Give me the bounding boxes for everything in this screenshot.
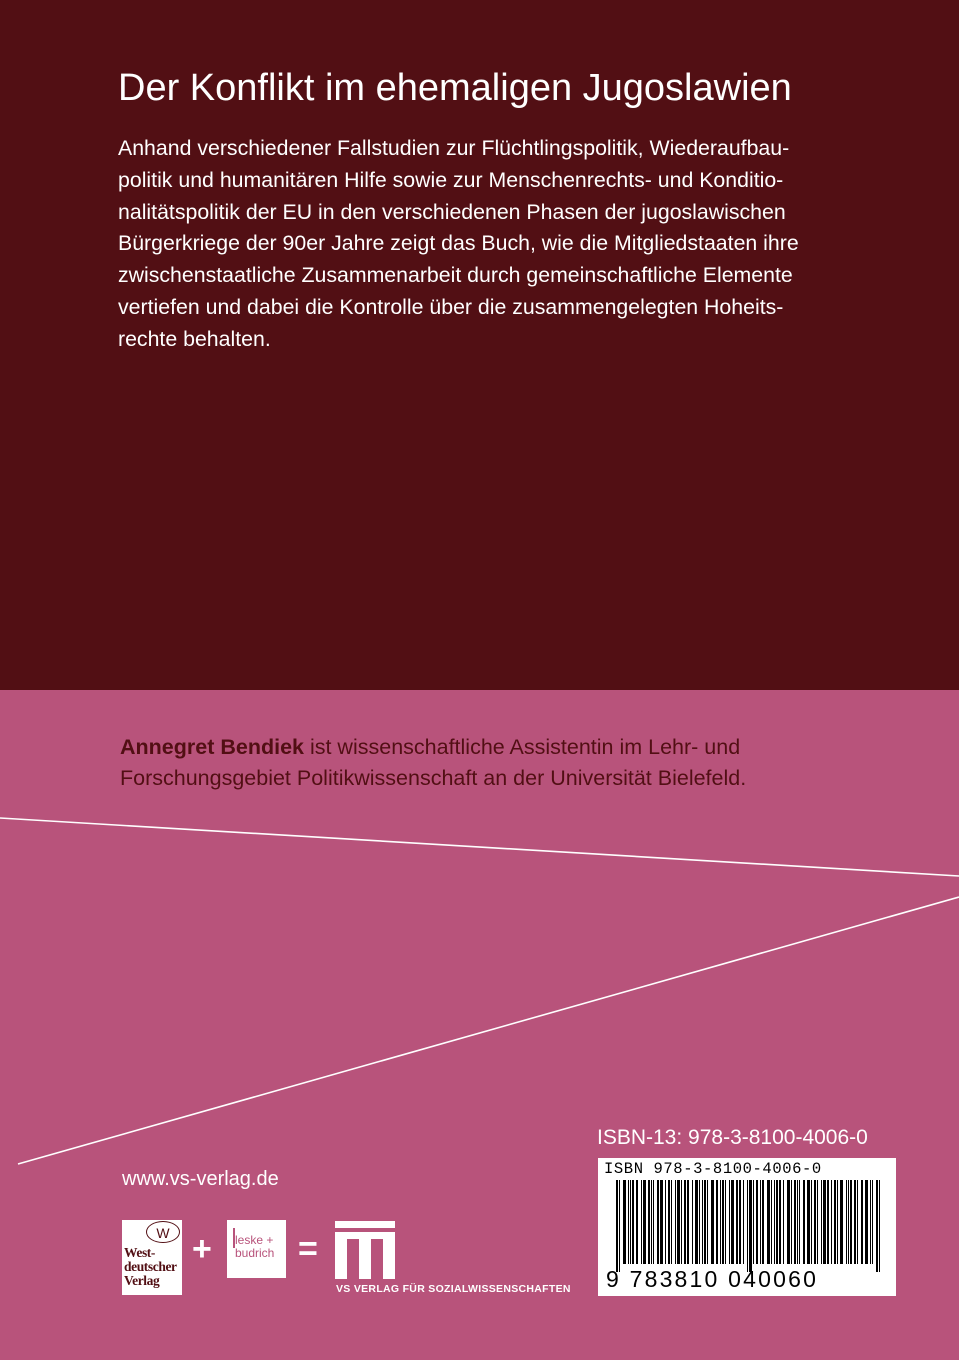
barcode-bar [811, 1180, 812, 1264]
barcode-bar [651, 1180, 652, 1264]
barcode-bar [803, 1180, 805, 1264]
barcode-bar [699, 1180, 700, 1264]
barcode-bar [648, 1180, 650, 1264]
barcode-bar [681, 1180, 682, 1264]
barcode-bar [653, 1180, 654, 1264]
blurb-line: zwischenstaatliche Zusammenarbeit durch gemeinschaftliche Elemente [118, 263, 793, 288]
barcode-bar [716, 1180, 718, 1264]
barcode-bar [814, 1180, 816, 1264]
barcode-bar [817, 1180, 818, 1264]
author-name: Annegret Bendiek [120, 735, 304, 759]
barcode-bar [846, 1180, 847, 1264]
blurb-line: Bürgerkriege der 90er Jahre zeigt das Buch, wie die Mitgliedstaaten ihre [118, 231, 799, 256]
author-bio-line: Forschungsgebiet Politikwissenschaft an der Universität Bielefeld. [120, 766, 747, 790]
barcode-bar [827, 1180, 829, 1264]
barcode-bar [692, 1180, 693, 1264]
barcode-bar [731, 1180, 734, 1264]
blurb-line: politik und humanitären Hilfe sowie zur Menschenrechts- und Konditio- [118, 167, 784, 192]
barcode-bar [749, 1180, 752, 1272]
barcode-bar [857, 1180, 858, 1264]
barcode-bar [725, 1180, 726, 1264]
barcode-bar [720, 1180, 721, 1264]
barcode-bar [704, 1180, 706, 1264]
barcode-bar [840, 1180, 843, 1264]
barcode-bar [870, 1180, 871, 1264]
barcode-bar [743, 1180, 744, 1264]
barcode-bar [834, 1180, 836, 1264]
barcode-bar [747, 1180, 748, 1272]
barcode-bar [753, 1180, 754, 1264]
westdeutscher-verlag-text: West- deutscher Verlag [124, 1245, 177, 1288]
barcode-bar [861, 1180, 863, 1264]
barcode-bar [739, 1180, 741, 1264]
plus-sign: + [192, 1230, 212, 1268]
barcode-bar [879, 1180, 880, 1272]
barcode-bar [623, 1180, 626, 1264]
barcode-bar [660, 1180, 663, 1264]
blurb-line: Anhand verschiedener Fallstudien zur Flüchtlingspolitik, Wiederaufbau- [118, 136, 790, 160]
barcode-bar [854, 1180, 856, 1264]
vs-verlag-text: VS VERLAG FÜR SOZIALWISSENSCHAFTEN [336, 1283, 571, 1295]
blurb-line: vertiefen und dabei die Kontrolle über die zusammengelegten Hoheits- [118, 294, 784, 319]
barcode-bar [807, 1180, 810, 1264]
barcode-bar [821, 1180, 822, 1264]
barcode-bar [799, 1180, 800, 1264]
barcode-bar [837, 1180, 838, 1264]
leske-budrich-text: leske + budrich [235, 1233, 275, 1260]
blurb-line: rechte behalten. [118, 326, 271, 351]
barcode-bar [771, 1180, 772, 1264]
barcode-bar [677, 1180, 680, 1264]
barcode [598, 1158, 896, 1296]
barcode-bar [865, 1180, 868, 1264]
barcode-bar [636, 1180, 638, 1264]
barcode-bar [783, 1180, 784, 1264]
publisher-website: www.vs-verlag.de [122, 1168, 279, 1190]
barcode-bar [630, 1180, 631, 1264]
barcode-bar [702, 1180, 703, 1264]
barcode-bar [643, 1180, 646, 1264]
barcode-bar [671, 1180, 672, 1264]
barcode-bar [848, 1180, 849, 1264]
barcode-bar [767, 1180, 770, 1264]
barcode-bar [872, 1180, 873, 1264]
barcode-bar [794, 1180, 796, 1264]
barcode-bar [641, 1180, 642, 1264]
barcode-bar [823, 1180, 826, 1264]
book-title: Der Konflikt im ehemaligen Jugoslawien [118, 67, 792, 109]
barcode-bar [619, 1180, 620, 1272]
barcode-bar [668, 1180, 670, 1264]
barcode-bar [760, 1180, 761, 1264]
barcode-bar [684, 1180, 686, 1264]
author-bio-rest: ist wissenschaftliche Assistentin im Lehr- und [303, 735, 741, 759]
barcode-bar [722, 1180, 724, 1264]
barcode-bar [729, 1180, 730, 1264]
barcode-bar [687, 1180, 689, 1264]
barcode-bar [831, 1180, 832, 1264]
barcode-bar [736, 1180, 738, 1264]
barcode-bar [791, 1180, 792, 1264]
barcode-bar [850, 1180, 852, 1264]
equals-sign: = [298, 1230, 318, 1268]
decorative-line-upper [0, 818, 959, 876]
barcode-bar [711, 1180, 714, 1264]
barcode-bar [616, 1180, 618, 1272]
leske-budrich-logo [227, 1220, 286, 1278]
barcode-isbn-text: ISBN 978-3-8100-4006-0 [604, 1160, 822, 1178]
barcode-bar [762, 1180, 764, 1264]
barcode-bar [756, 1180, 758, 1264]
barcode-bar [657, 1180, 659, 1264]
barcode-bar [665, 1180, 666, 1264]
barcode-bar [876, 1180, 878, 1272]
westdeutscher-mark: W [146, 1221, 180, 1243]
westdeutscher-verlag-logo [122, 1220, 182, 1295]
barcode-bar [632, 1180, 634, 1264]
barcode-bar [695, 1180, 698, 1264]
barcode-bar [774, 1180, 775, 1264]
barcode-bar [787, 1180, 790, 1264]
barcode-bar [797, 1180, 798, 1264]
barcode-bar [675, 1180, 676, 1264]
barcode-bar [707, 1180, 708, 1264]
barcode-bar [776, 1180, 778, 1264]
barcode-bar [779, 1180, 781, 1264]
vs-verlag-logo [335, 1221, 395, 1279]
isbn-label: ISBN-13: 978-3-8100-4006-0 [597, 1126, 868, 1149]
blurb-line: nalitätspolitik der EU in den verschiedenen Phasen der jugoslawischen [118, 199, 786, 224]
barcode-number: 9 783810 040060 [606, 1266, 819, 1292]
barcode-bar [628, 1180, 629, 1264]
